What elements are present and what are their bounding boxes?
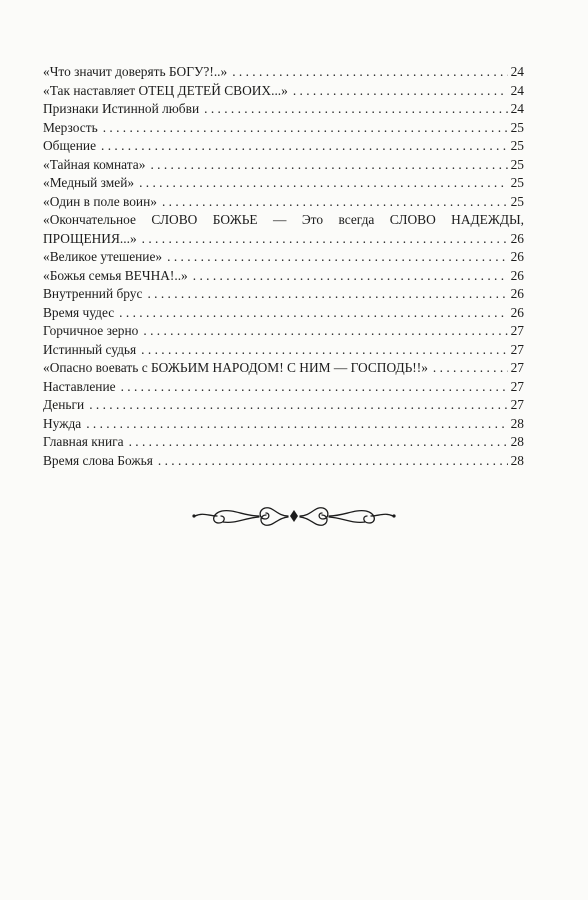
toc-entry: [43, 341, 524, 360]
dot-leader: [139, 174, 508, 193]
toc-entry-title: Признаки Истинной любви: [43, 101, 200, 116]
toc-entry: [43, 415, 524, 434]
toc-entry: [43, 396, 524, 415]
toc-entry-page: 25: [510, 193, 524, 209]
dot-leader: [86, 415, 507, 434]
table-of-contents: [43, 63, 524, 470]
toc-entry-title: Время слова Божья: [43, 452, 153, 468]
dot-leader: [121, 378, 508, 397]
dot-leader: [293, 82, 508, 101]
toc-entry: [43, 174, 524, 193]
toc-entry-title: Время чудес: [43, 304, 115, 320]
dot-leader: [232, 63, 507, 82]
toc-entry: [43, 378, 524, 397]
toc-entry-page: 24: [510, 101, 524, 116]
toc-entry-title: Главная книга: [43, 434, 124, 449]
toc-entry: [43, 433, 524, 452]
dot-leader: [129, 433, 508, 452]
toc-entry-title: Нужда: [43, 415, 82, 431]
toc-entry-title: «Божья семья ВЕЧНА!..»: [43, 267, 188, 283]
toc-entry-page: 25: [510, 119, 524, 135]
toc-entry: [43, 285, 524, 304]
dot-leader: [193, 267, 508, 286]
dot-leader: [433, 359, 508, 378]
toc-entry: [43, 359, 524, 378]
toc-entry-page: 26: [510, 267, 524, 283]
toc-entry-title: «Так наставляет ОТЕЦ ДЕТЕЙ СВОИХ...»: [43, 82, 288, 98]
flourish-divider-icon: [189, 500, 399, 532]
toc-entry-title: Общение: [43, 138, 97, 153]
toc-entry-title: Мерзость: [43, 119, 98, 135]
toc-entry: [43, 452, 524, 471]
toc-entry-page: 28: [510, 452, 524, 468]
toc-entry: [43, 322, 524, 341]
toc-entry-title: ПРОЩЕНИЯ...»: [43, 230, 137, 246]
toc-entry-title: «Тайная комната»: [43, 156, 146, 172]
toc-entry-page: 27: [510, 360, 524, 375]
toc-entry-title: Горчичное зерно: [43, 323, 139, 338]
toc-entry-page: 25: [510, 156, 524, 172]
toc-entry-title: «Медный змей»: [43, 175, 135, 190]
dot-leader: [89, 396, 507, 415]
toc-entry-page: 26: [510, 249, 524, 264]
toc-entry: [43, 119, 524, 138]
dot-leader: [167, 248, 507, 267]
toc-entry: [43, 211, 524, 248]
toc-entry-title: «Что значит доверять БОГУ?!..»: [43, 64, 228, 79]
dot-leader: [158, 452, 508, 471]
toc-entry: [43, 304, 524, 323]
dot-leader: [103, 119, 508, 138]
toc-entry: [43, 137, 524, 156]
dot-leader: [162, 193, 508, 212]
toc-entry: [43, 100, 524, 119]
toc-entry: [43, 193, 524, 212]
toc-entry-title: Наставление: [43, 378, 116, 394]
dot-leader: [101, 137, 508, 156]
toc-entry-title: Истинный судья: [43, 341, 137, 357]
toc-entry-page: 24: [510, 64, 524, 79]
toc-entry: [43, 156, 524, 175]
toc-entry-title: «Один в поле воин»: [43, 193, 157, 209]
toc-entry-page: 24: [510, 82, 524, 98]
toc-entry-title: «Опасно воевать с БОЖЬИМ НАРОДОМ! С НИМ — ГОСПОДЬ!!»: [43, 360, 428, 375]
toc-entry-page: 27: [510, 397, 524, 412]
dot-leader: [150, 156, 507, 175]
dot-leader: [204, 100, 507, 119]
toc-entry-title-line1: «Окончательное СЛОВО БОЖЬЕ — Это всегда СЛОВО НАДЕЖДЫ,: [43, 212, 524, 227]
toc-entry-page: 28: [510, 434, 524, 449]
toc-entry-page: 26: [510, 304, 524, 320]
toc-entry-page: 27: [510, 323, 524, 338]
toc-entry: [43, 82, 524, 101]
toc-entry-page: 25: [510, 138, 524, 153]
toc-entry-page: 26: [510, 286, 524, 301]
toc-entry-title: Внутренний брус: [43, 286, 143, 301]
dot-leader: [147, 285, 507, 304]
toc-entry-page: 28: [510, 415, 524, 431]
toc-entry-page: 26: [510, 230, 524, 246]
toc-entry: [43, 267, 524, 286]
toc-entry-page: 27: [510, 341, 524, 357]
dot-leader: [143, 322, 507, 341]
toc-entry-title: Деньги: [43, 397, 85, 412]
toc-entry-title: «Великое утешение»: [43, 249, 163, 264]
dot-leader: [141, 341, 507, 360]
dot-leader: [119, 304, 507, 323]
toc-entry-page: 25: [510, 175, 524, 190]
dot-leader: [142, 230, 508, 249]
toc-entry-page: 27: [510, 378, 524, 394]
toc-entry: [43, 248, 524, 267]
toc-entry: [43, 63, 524, 82]
